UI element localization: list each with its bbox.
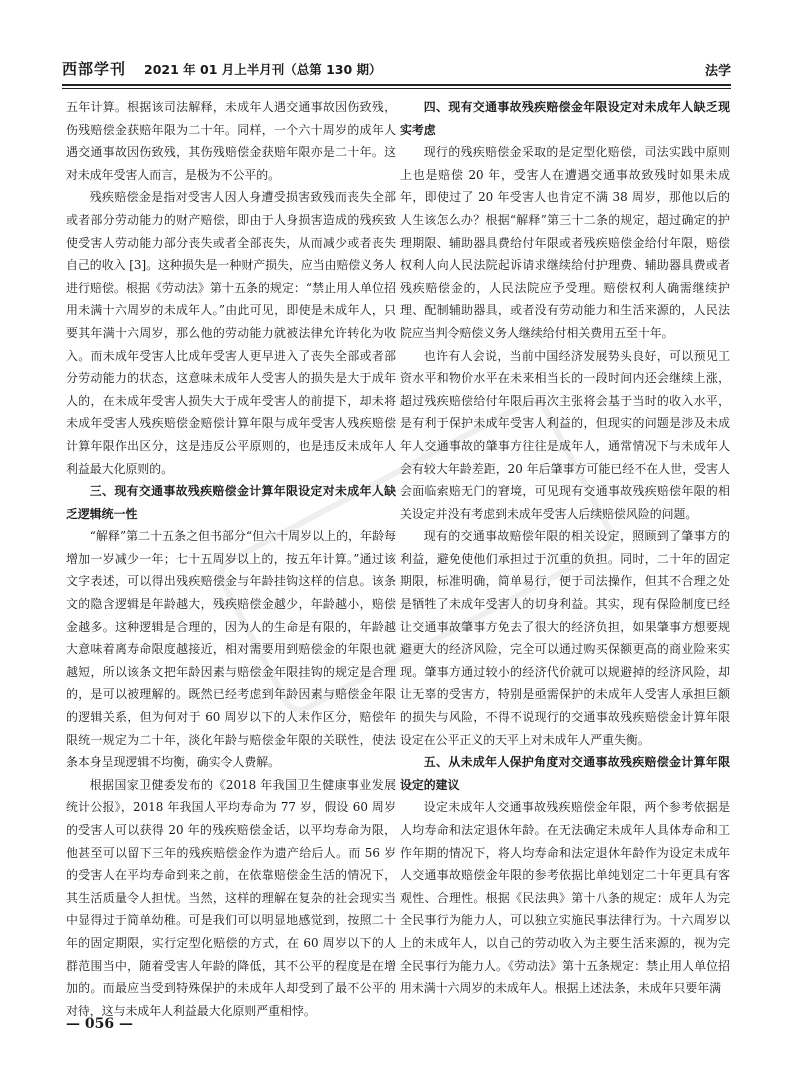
paragraph: 残疾赔偿金是指对受害人因人身遭受损害致残而丧失全部或者部分劳动能力的财产赔偿，即由于人身损害造成的残疾致使受害人劳动能力部分丧失或者全部丧失，从而减少或者丧失自己的收入 [3]。这种损失是一种财产损失，应当由赔偿义务人进行赔偿。根据《劳动法》第十五条的规定：“禁止用人单位招用未满十六周岁的未成年人。”由此可见，即使是未成年人，只要其年满十六周岁，那么他的劳动能力就被法律允许转化为收入。而未成年受害人比成年受害人更早进入了丧失全部或者部分劳动能力的状态，这意味未成年人受害人的损失是大于成年人的，在未成年受害人损失大于成年受害人的前提下，却未将未成年受害人残疾赔偿金赔偿计算年限与成年受害人残疾赔偿计算年限作出区分，这是违反公平原则的，也是违反未成年人利益最大化原则的。: [66, 190, 396, 476]
paragraph: 设定未成年人交通事故残疾赔偿金年限，两个参考依据是人均寿命和法定退休年龄。在无法确定未成年人具体寿命和工作年期的情况下，将人均寿命和法定退休年龄作为设定未成年人交通事故赔偿金年限的参考依据比单纯划定二十年更具有客观性、合理性。根据《民法典》第十八条的规定：成年人为完全民事行为能力人，可以独立实施民事法律行为。十六周岁以上的未成年人，以自己的劳动收入为主要生活来源的，视为完全民事行为能力人。《劳动法》第十五条规定：禁止用人单位招用未满十六周岁的未成年人。根据上述法条，未成年只要年满: [400, 800, 730, 996]
left-column: [66, 96, 396, 1022]
paragraph: “解释”第二十五条之但书部分“但六十周岁以上的，年龄每增加一岁减少一年；七十五周岁以上的，按五年计算。”通过该文字表述，可以得出残疾赔偿金与年龄挂钩这样的信息。该条文的隐含逻辑是年龄越大，残疾赔偿金越少，年龄越小，赔偿金越多。这种逻辑是合理的，因为人的生命是有限的，年龄越大意味着离寿命限度越接近，相对需要用到赔偿金的年限也就越短，所以该条文把年龄因素与赔偿金年限挂钩的规定是合理的，是可以被理解的。既然已经考虑到年龄因素与赔偿金年限的逻辑关系，但为何对于 60 周岁以下的人未作区分，赔偿年限统一规定为二十年，淡化年龄与赔偿金年限的关联性，使法条本身呈现逻辑不均衡，确实令人费解。: [66, 529, 396, 770]
paragraph: 五年计算。根据该司法解释，未成年人遇交通事故因伤致残，伤残赔偿金获赔年限为二十年。同样，一个六十周岁的成年人遇交通事故因伤致残，其伤残赔偿金获赔年限亦是二十年。这对未成年受害人而言，是极为不公平的。: [66, 100, 396, 182]
section-heading: 五、从未成年人保护角度对交通事故残疾赔偿金计算年限设定的建议: [400, 755, 730, 792]
section-label: 法学: [704, 64, 731, 79]
paragraph: 也许有人会说，当前中国经济发展势头良好，可以预见工资水平和物价水平在未来相当长的一段时间内还会继续上涨，超过残疾赔偿给付年限后再次主张将会基于当时的收入水平，是有利于保护未成年受害人利益的，但现实的问题是涉及未成年人交通事故的肇事方往往是成年人，通常情况下与未成年人会有较大年龄差距，20 年后肇事方可能已经不在人世，受害人会面临索赔无门的窘境，可见现有交通事故残疾赔偿年限的相关设定并没有考虑到未成年受害人后续赔偿风险的问题。: [400, 348, 730, 521]
section-heading: 四、现有交通事故残疾赔偿金年限设定对未成年人缺乏现实考虑: [400, 100, 730, 137]
paragraph: 根据国家卫健委发布的《2018 年我国卫生健康事业发展统计公报》，2018 年我国人平均寿命为 77 岁，假设 60 周岁的受害人可以获得 20 年的残疾赔偿金话，以平均寿命为限，他甚至可以留下三年的残疾赔偿金作为遗产给后人。而 56 岁的受害人在平均寿命到来之前，在依靠赔偿金生活的情况下，其生活质量令人担忧。当然，这样的理解在复杂的社会现实当中显得过于简单幼稚。可是我们可以明显地感觉到，按照二十年的固定期限，实行定型化赔偿的方式，在 60 周岁以下的人群范围当中，随着受害人年龄的降低，其不公平的程度是在增加的。而最应当受到特殊保护的未成年人却受到了最不公平的对待，这与未成年人利益最大化原则严重相悖。: [66, 777, 396, 1018]
right-column: [400, 96, 730, 1000]
paragraph: 现行的残疾赔偿金采取的是定型化赔偿，司法实践中原则上也是赔偿 20 年，受害人在遭遇交通事故致残时如果未成年，即使过了 20 年受害人也肯定不满 38 周岁，那他以后的人生该怎么办？根据“解释”第三十二条的规定，超过确定的护理期限、辅助器具费给付年限或者残疾赔偿金给付年限，赔偿权利人向人民法院起诉请求继续给付护理费、辅助器具费或者残疾赔偿金的，人民法院应予受理。赔偿权利人确需继续护理、配制辅助器具，或者没有劳动能力和生活来源的，人民法院应当判令赔偿义务人继续给付相关费用五至十年。: [400, 145, 730, 340]
journal-logo: 西部学刊: [62, 60, 127, 78]
section-heading: 三、现有交通事故残疾赔偿金计算年限设定对未成年人缺乏逻辑统一性: [66, 484, 396, 521]
issue-info: 2021 年 01 月上半月刊（总第 130 期）: [144, 62, 382, 77]
page-header: [62, 56, 731, 82]
header-rule-thin: [62, 88, 731, 89]
header-rule-thick: [62, 84, 731, 86]
paragraph: 现有的交通事故赔偿年限的相关设定，照顾到了肇事方的利益，避免使他们承担过于沉重的负担。同时，二十年的固定期限，标准明确，简单易行，便于司法操作，但其不合理之处是牺牲了未成年受害人的切身利益。其实，现有保险制度已经让交通事故肇事方免去了很大的经济负担，如果肇事方想要规避更大的经济风险，完全可以通过购买保额更高的商业险来实现。肇事方通过较小的经济代价就可以规避掉的经济风险，却让无辜的受害方，特别是亟需保护的未成年人受害人承担巨额的损失与风险，不得不说现行的交通事故残疾赔偿金计算年限设定在公平正义的天平上对未成年人严重失衡。: [400, 529, 730, 747]
page-number: — 056 —: [66, 1016, 133, 1032]
